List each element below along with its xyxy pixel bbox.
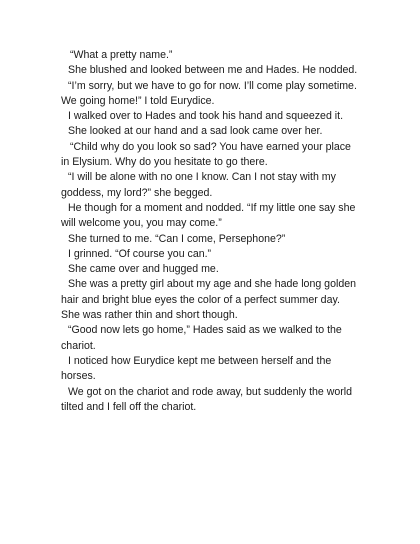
paragraph: “Child why do you look so sad? You have earned your place in Elysium. Why do you hesitate to go there.: [61, 140, 351, 169]
paragraph: She looked at our hand and a sad look came over her.: [68, 125, 323, 138]
paragraph: She turned to me. “Can I come, Persephone?”: [68, 232, 286, 245]
paragraph: She blushed and looked between me and Hades. He nodded.: [68, 64, 358, 77]
paragraph: I walked over to Hades and took his hand and squeezed it.: [68, 110, 344, 123]
paragraph: “What a pretty name.”: [70, 49, 173, 61]
story-text: [61, 48, 361, 415]
paragraph: She was a pretty girl about my age and she hade long golden hair and bright blue eyes the color of a perfect summer day. She was rather thin and short though.: [61, 278, 356, 322]
paragraph: I noticed how Eurydice kept me between herself and the horses.: [61, 354, 332, 383]
paragraph: I grinned. “Of course you can.”: [68, 247, 212, 260]
paragraph: He though for a moment and nodded. “If my little one say she will welcome you, you may come.”: [61, 201, 356, 230]
paragraph: “I will be alone with no one I know. Can I not stay with my goddess, my lord?” she begged.: [61, 171, 336, 199]
paragraph: “Good now lets go home,” Hades said as we walked to the chariot.: [61, 324, 342, 352]
paragraph: “I’m sorry, but we have to go for now. I’ll come play sometime. We going home!” I told Eurydice.: [61, 79, 357, 107]
paragraph: She came over and hugged me.: [68, 263, 219, 276]
paragraph: We got on the chariot and rode away, but suddenly the world tilted and I fell off the chariot.: [61, 385, 353, 413]
